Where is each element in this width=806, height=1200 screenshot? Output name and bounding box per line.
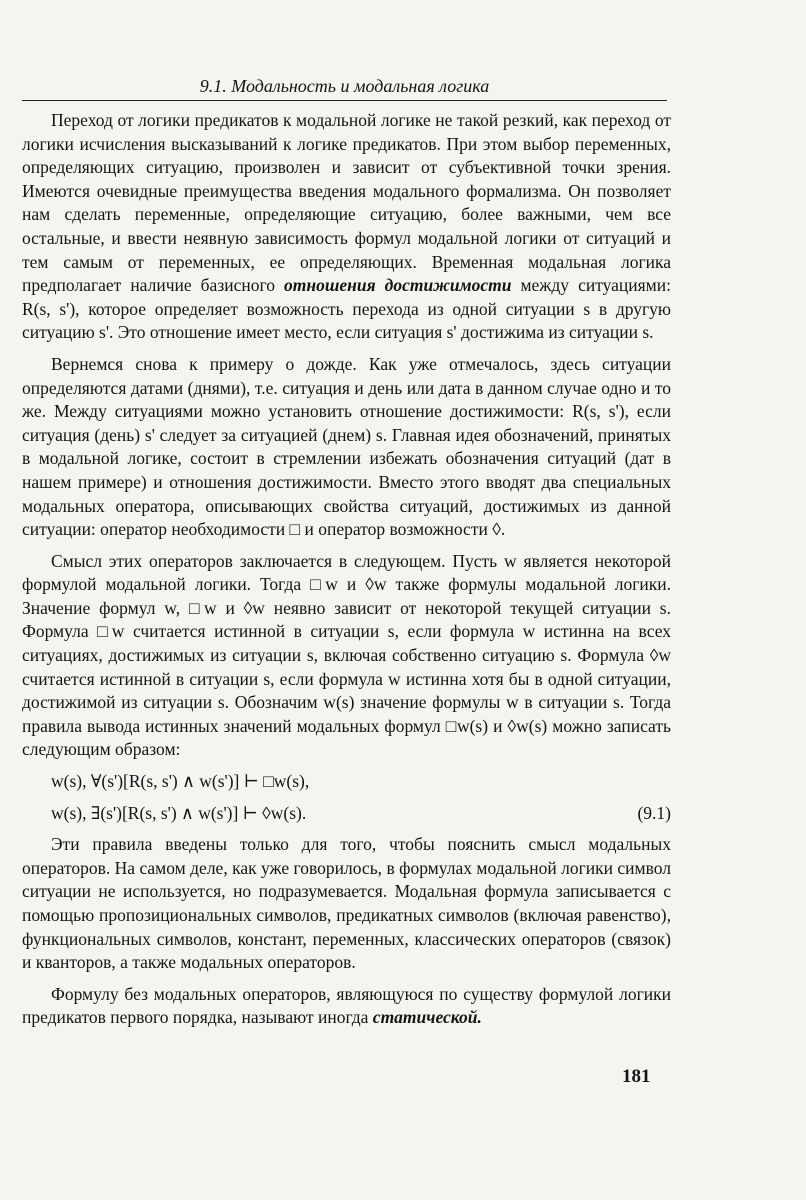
term-reachability: отношения достижимости [284,275,512,296]
equation-number: (9.1) [637,802,671,823]
paragraph-5: Формулу без модальных операторов, являющуюся по существу формулой логики предикатов первого порядка, называют иногда статической. [22,983,671,1028]
formula-1: w(s), ∀(s')[R(s, s') ∧ w(s')] ⊢ □w(s), [51,771,310,792]
paragraph-3: Смысл этих операторов заключается в следующем. Пусть w является некоторой формулой модальной логики. Тогда □w и ◊w также формулы модальной логики. Значение формул w, □w и ◊w неявно зависит от некоторой текущей ситуации s. Формула □w считается истинной в ситуации s, если формула w истинна на всех ситуациях, достижимых из ситуации s, включая собственно ситуацию s. Формула ◊w считается истинной в ситуации s, если формула w истинна хотя бы в одной ситуации, достижимой из ситуации s. Обозначим w(s) значение формулы w в ситуации s. Тогда правила вывода истинных значений модальных формул □w(s) и ◊w(s) можно записать следующим образом: [22,550,671,760]
page-number: 181 [622,1066,651,1087]
paragraph-1: Переход от логики предикатов к модальной логике не такой резкий, как переход от логики исчисления высказываний к логике предикатов. При этом выбор переменных, определяющих ситуацию, произволен и зависит от субъективной точки зрения. Имеются очевидные преимущества введения модального формализма. Он позволяет нам сделать переменные, определяющие ситуацию, более важными, чем все остальные, и ввести неявную зависимость формул модальной логики от ситуаций и тем самым от переменных, ее определяющих. Временная модальная логика предполагает наличие базисного отношения достижимости между ситуациями: R(s, s'), которое определяет возможность перехода из одной ситуации s в другую ситуацию s'. Это отношение имеет место, если ситуация s' достижима из ситуации s. [22,110,671,343]
term-static: статической. [372,1007,482,1028]
body-text [22,109,671,1038]
paragraph-4: Эти правила введены только для того, чтобы пояснить смысл модальных операторов. На самом деле, как уже говорилось, в формулах модальной логики символ ситуации не используется, но подразумевается. Модальная формула записывается с помощью пропозициональных символов, предикатных символов (включая равенство), функциональных символов, констант, переменных, классических операторов (связок) и кванторов, а также модальных операторов. [22,834,671,973]
formula-2: w(s), ∃(s')[R(s, s') ∧ w(s')] ⊢ ◊w(s). (9.1) [22,802,671,826]
running-header: 9.1. Модальность и модальная логика [22,76,667,101]
paragraph-2: Вернемся снова к примеру о дожде. Как уже отмечалось, здесь ситуации определяются датами (днями), т.е. ситуация и день или дата в данном случае одно и то же. Между ситуациями можно установить отношение достижимости: R(s, s'), если ситуация (день) s' следует за ситуацией (днем) s. Главная идея обозначений, принятых в модальной логике, состоит в стремлении избежать обозначения ситуаций (дат в нашем примере) и отношения достижимости. Вместо этого вводят два специальных модальных оператора, описывающих свойства ситуаций, достижимых из данной ситуации: оператор необходимости □ и оператор возможности ◊. [22,353,671,540]
